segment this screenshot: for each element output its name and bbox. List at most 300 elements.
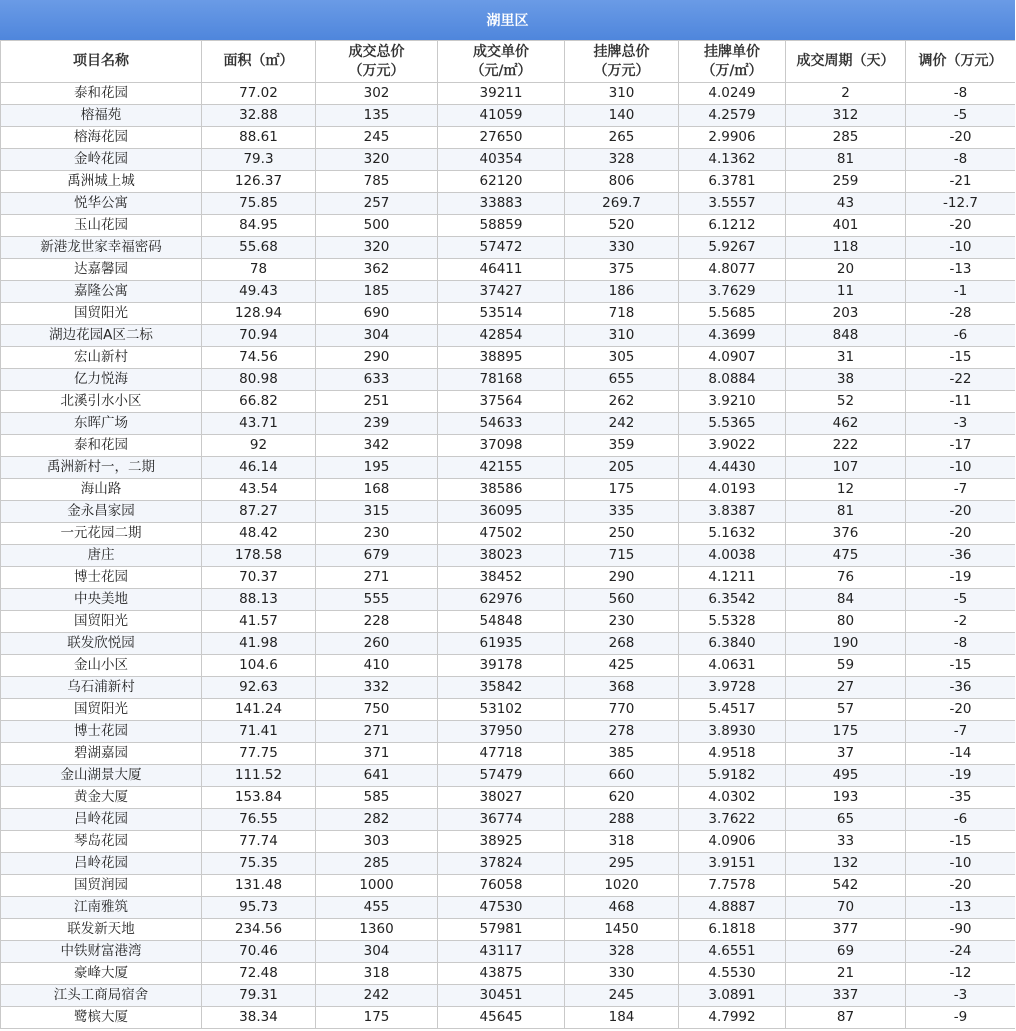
table-row: [1, 809, 1016, 831]
cell-deal-total: 239: [316, 413, 438, 435]
header-list-unit: 挂牌单价 （万/㎡）: [679, 41, 786, 83]
table-row: [1, 281, 1016, 303]
cell-list-total: 425: [565, 655, 679, 677]
cell-list-unit: 4.4430: [679, 457, 786, 479]
cell-list-unit: 6.3542: [679, 589, 786, 611]
cell-list-total: 770: [565, 699, 679, 721]
cell-deal-total: 410: [316, 655, 438, 677]
cell-deal-unit: 37824: [438, 853, 565, 875]
cell-list-unit: 6.3781: [679, 171, 786, 193]
cell-deal-total: 750: [316, 699, 438, 721]
table-row: [1, 589, 1016, 611]
cell-price-adjust: -13: [906, 897, 1016, 919]
cell-list-total: 268: [565, 633, 679, 655]
cell-list-total: 468: [565, 897, 679, 919]
cell-price-adjust: -24: [906, 941, 1016, 963]
cell-project-name: 国贸阳光: [1, 303, 202, 325]
cell-list-unit: 4.8887: [679, 897, 786, 919]
cell-deal-cycle: 495: [786, 765, 906, 787]
cell-list-unit: 4.1362: [679, 149, 786, 171]
cell-price-adjust: -8: [906, 83, 1016, 105]
cell-deal-cycle: 401: [786, 215, 906, 237]
cell-price-adjust: -17: [906, 435, 1016, 457]
cell-list-unit: 4.1211: [679, 567, 786, 589]
cell-deal-total: 318: [316, 963, 438, 985]
header-area: 面积（㎡）: [202, 41, 316, 83]
transaction-table: [0, 40, 1015, 1029]
cell-list-total: 290: [565, 567, 679, 589]
cell-deal-cycle: 2: [786, 83, 906, 105]
cell-area: 126.37: [202, 171, 316, 193]
cell-deal-cycle: 259: [786, 171, 906, 193]
cell-deal-unit: 47502: [438, 523, 565, 545]
cell-area: 234.56: [202, 919, 316, 941]
cell-area: 77.74: [202, 831, 316, 853]
cell-list-unit: 3.7629: [679, 281, 786, 303]
cell-area: 88.13: [202, 589, 316, 611]
table-row: [1, 567, 1016, 589]
cell-area: 77.02: [202, 83, 316, 105]
cell-list-total: 655: [565, 369, 679, 391]
cell-price-adjust: -15: [906, 655, 1016, 677]
cell-area: 43.71: [202, 413, 316, 435]
cell-area: 32.88: [202, 105, 316, 127]
cell-area: 75.85: [202, 193, 316, 215]
cell-deal-total: 315: [316, 501, 438, 523]
cell-list-unit: 5.1632: [679, 523, 786, 545]
cell-deal-cycle: 31: [786, 347, 906, 369]
cell-area: 46.14: [202, 457, 316, 479]
cell-deal-unit: 37098: [438, 435, 565, 457]
cell-deal-unit: 57981: [438, 919, 565, 941]
header-price-adjust: 调价（万元）: [906, 41, 1016, 83]
cell-price-adjust: -8: [906, 633, 1016, 655]
cell-list-total: 715: [565, 545, 679, 567]
cell-deal-total: 285: [316, 853, 438, 875]
cell-area: 77.75: [202, 743, 316, 765]
cell-deal-cycle: 848: [786, 325, 906, 347]
cell-list-unit: 5.5328: [679, 611, 786, 633]
cell-area: 66.82: [202, 391, 316, 413]
cell-deal-total: 271: [316, 721, 438, 743]
cell-list-total: 368: [565, 677, 679, 699]
cell-deal-total: 679: [316, 545, 438, 567]
table-row: [1, 765, 1016, 787]
cell-price-adjust: -14: [906, 743, 1016, 765]
table-row: [1, 193, 1016, 215]
table-row: [1, 105, 1016, 127]
cell-area: 104.6: [202, 655, 316, 677]
table-row: [1, 985, 1016, 1007]
cell-list-unit: 4.2579: [679, 105, 786, 127]
table-row: [1, 545, 1016, 567]
cell-deal-total: 195: [316, 457, 438, 479]
cell-price-adjust: -12: [906, 963, 1016, 985]
cell-list-total: 205: [565, 457, 679, 479]
table-row: [1, 303, 1016, 325]
cell-list-unit: 5.9182: [679, 765, 786, 787]
cell-list-total: 288: [565, 809, 679, 831]
cell-deal-total: 242: [316, 985, 438, 1007]
cell-deal-cycle: 132: [786, 853, 906, 875]
cell-deal-unit: 54848: [438, 611, 565, 633]
cell-project-name: 新港龙世家幸福密码: [1, 237, 202, 259]
cell-deal-unit: 36095: [438, 501, 565, 523]
table-row: [1, 149, 1016, 171]
cell-area: 41.57: [202, 611, 316, 633]
cell-deal-unit: 53102: [438, 699, 565, 721]
cell-list-unit: 3.9022: [679, 435, 786, 457]
cell-list-total: 330: [565, 963, 679, 985]
cell-deal-unit: 47530: [438, 897, 565, 919]
cell-deal-unit: 38895: [438, 347, 565, 369]
table-row: [1, 127, 1016, 149]
cell-project-name: 国贸阳光: [1, 611, 202, 633]
cell-area: 88.61: [202, 127, 316, 149]
cell-deal-cycle: 118: [786, 237, 906, 259]
cell-list-unit: 3.8387: [679, 501, 786, 523]
cell-price-adjust: -15: [906, 831, 1016, 853]
cell-area: 153.84: [202, 787, 316, 809]
cell-project-name: 鹭槟大厦: [1, 1007, 202, 1029]
cell-project-name: 泰和花园: [1, 83, 202, 105]
cell-deal-cycle: 69: [786, 941, 906, 963]
cell-list-total: 1020: [565, 875, 679, 897]
cell-deal-total: 371: [316, 743, 438, 765]
cell-list-unit: 4.9518: [679, 743, 786, 765]
cell-list-total: 305: [565, 347, 679, 369]
cell-project-name: 榕海花园: [1, 127, 202, 149]
cell-project-name: 联发欣悦园: [1, 633, 202, 655]
cell-price-adjust: -20: [906, 699, 1016, 721]
cell-deal-unit: 38586: [438, 479, 565, 501]
cell-list-unit: 4.8077: [679, 259, 786, 281]
cell-project-name: 悦华公寓: [1, 193, 202, 215]
cell-deal-cycle: 33: [786, 831, 906, 853]
cell-deal-total: 785: [316, 171, 438, 193]
table-row: [1, 501, 1016, 523]
table-row: [1, 259, 1016, 281]
cell-area: 95.73: [202, 897, 316, 919]
cell-deal-cycle: 37: [786, 743, 906, 765]
cell-deal-cycle: 12: [786, 479, 906, 501]
header-row: [1, 41, 1016, 83]
cell-project-name: 联发新天地: [1, 919, 202, 941]
cell-list-unit: 4.0631: [679, 655, 786, 677]
cell-price-adjust: -5: [906, 105, 1016, 127]
cell-list-total: 278: [565, 721, 679, 743]
cell-area: 128.94: [202, 303, 316, 325]
cell-list-unit: 4.5530: [679, 963, 786, 985]
table-row: [1, 897, 1016, 919]
cell-area: 70.94: [202, 325, 316, 347]
cell-deal-unit: 30451: [438, 985, 565, 1007]
cell-deal-total: 135: [316, 105, 438, 127]
cell-list-total: 269.7: [565, 193, 679, 215]
table-row: [1, 523, 1016, 545]
cell-deal-total: 320: [316, 237, 438, 259]
cell-project-name: 禹洲城上城: [1, 171, 202, 193]
cell-deal-cycle: 70: [786, 897, 906, 919]
cell-deal-total: 320: [316, 149, 438, 171]
cell-price-adjust: -12.7: [906, 193, 1016, 215]
cell-project-name: 博士花园: [1, 567, 202, 589]
cell-list-total: 140: [565, 105, 679, 127]
cell-price-adjust: -20: [906, 215, 1016, 237]
cell-deal-total: 304: [316, 325, 438, 347]
cell-list-unit: 5.9267: [679, 237, 786, 259]
cell-project-name: 玉山花园: [1, 215, 202, 237]
cell-area: 74.56: [202, 347, 316, 369]
table-row: [1, 457, 1016, 479]
cell-list-unit: 4.0302: [679, 787, 786, 809]
cell-project-name: 北溪引水小区: [1, 391, 202, 413]
cell-deal-total: 185: [316, 281, 438, 303]
cell-project-name: 吕岭花园: [1, 853, 202, 875]
cell-price-adjust: -10: [906, 853, 1016, 875]
cell-deal-cycle: 76: [786, 567, 906, 589]
cell-deal-unit: 38452: [438, 567, 565, 589]
cell-deal-total: 690: [316, 303, 438, 325]
cell-list-unit: 3.9728: [679, 677, 786, 699]
cell-deal-unit: 62120: [438, 171, 565, 193]
cell-area: 70.37: [202, 567, 316, 589]
cell-deal-total: 302: [316, 83, 438, 105]
cell-deal-total: 271: [316, 567, 438, 589]
cell-price-adjust: -15: [906, 347, 1016, 369]
cell-list-unit: 3.9151: [679, 853, 786, 875]
table-row: [1, 435, 1016, 457]
header-project-name: 项目名称: [1, 41, 202, 83]
cell-deal-unit: 33883: [438, 193, 565, 215]
cell-list-total: 265: [565, 127, 679, 149]
cell-area: 131.48: [202, 875, 316, 897]
table-row: [1, 171, 1016, 193]
cell-project-name: 一元花园二期: [1, 523, 202, 545]
cell-deal-total: 500: [316, 215, 438, 237]
table-row: [1, 655, 1016, 677]
table-row: [1, 413, 1016, 435]
cell-deal-unit: 38023: [438, 545, 565, 567]
cell-area: 79.3: [202, 149, 316, 171]
cell-price-adjust: -35: [906, 787, 1016, 809]
cell-list-unit: 3.5557: [679, 193, 786, 215]
cell-area: 48.42: [202, 523, 316, 545]
cell-deal-unit: 61935: [438, 633, 565, 655]
cell-list-total: 328: [565, 941, 679, 963]
table-row: [1, 369, 1016, 391]
cell-price-adjust: -21: [906, 171, 1016, 193]
cell-list-unit: 5.4517: [679, 699, 786, 721]
cell-list-total: 250: [565, 523, 679, 545]
cell-deal-total: 245: [316, 127, 438, 149]
table-row: [1, 743, 1016, 765]
cell-project-name: 碧湖嘉园: [1, 743, 202, 765]
cell-price-adjust: -20: [906, 875, 1016, 897]
cell-price-adjust: -3: [906, 413, 1016, 435]
cell-list-unit: 5.5365: [679, 413, 786, 435]
cell-deal-cycle: 65: [786, 809, 906, 831]
cell-list-total: 330: [565, 237, 679, 259]
cell-price-adjust: -90: [906, 919, 1016, 941]
header-list-total: 挂牌总价 （万元）: [565, 41, 679, 83]
cell-list-total: 335: [565, 501, 679, 523]
cell-deal-unit: 38027: [438, 787, 565, 809]
cell-deal-total: 282: [316, 809, 438, 831]
cell-deal-unit: 58859: [438, 215, 565, 237]
cell-price-adjust: -7: [906, 479, 1016, 501]
cell-project-name: 金山小区: [1, 655, 202, 677]
cell-deal-cycle: 190: [786, 633, 906, 655]
table-row: [1, 633, 1016, 655]
cell-list-unit: 3.8930: [679, 721, 786, 743]
cell-project-name: 亿力悦海: [1, 369, 202, 391]
cell-deal-total: 332: [316, 677, 438, 699]
cell-deal-total: 633: [316, 369, 438, 391]
cell-deal-unit: 78168: [438, 369, 565, 391]
cell-area: 75.35: [202, 853, 316, 875]
cell-deal-cycle: 43: [786, 193, 906, 215]
cell-deal-unit: 57472: [438, 237, 565, 259]
cell-list-total: 806: [565, 171, 679, 193]
cell-project-name: 豪峰大厦: [1, 963, 202, 985]
cell-deal-cycle: 20: [786, 259, 906, 281]
cell-area: 38.34: [202, 1007, 316, 1029]
cell-project-name: 博士花园: [1, 721, 202, 743]
cell-area: 41.98: [202, 633, 316, 655]
cell-price-adjust: -20: [906, 501, 1016, 523]
cell-deal-cycle: 285: [786, 127, 906, 149]
cell-deal-unit: 57479: [438, 765, 565, 787]
cell-deal-total: 455: [316, 897, 438, 919]
cell-deal-cycle: 81: [786, 149, 906, 171]
cell-list-total: 310: [565, 83, 679, 105]
cell-project-name: 金永昌家园: [1, 501, 202, 523]
table-row: [1, 721, 1016, 743]
cell-project-name: 琴岛花园: [1, 831, 202, 853]
table-row: [1, 215, 1016, 237]
cell-project-name: 达嘉馨园: [1, 259, 202, 281]
cell-list-unit: 4.0249: [679, 83, 786, 105]
cell-price-adjust: -6: [906, 325, 1016, 347]
cell-project-name: 中央美地: [1, 589, 202, 611]
cell-list-total: 184: [565, 1007, 679, 1029]
cell-deal-cycle: 203: [786, 303, 906, 325]
cell-area: 71.41: [202, 721, 316, 743]
cell-list-unit: 4.3699: [679, 325, 786, 347]
cell-list-total: 175: [565, 479, 679, 501]
cell-deal-unit: 37427: [438, 281, 565, 303]
cell-deal-cycle: 57: [786, 699, 906, 721]
table-row: [1, 875, 1016, 897]
cell-list-unit: 8.0884: [679, 369, 786, 391]
cell-project-name: 榕福苑: [1, 105, 202, 127]
cell-deal-total: 228: [316, 611, 438, 633]
table-row: [1, 611, 1016, 633]
cell-project-name: 禹洲新村一，二期: [1, 457, 202, 479]
table-row: [1, 787, 1016, 809]
cell-deal-cycle: 475: [786, 545, 906, 567]
table-row: [1, 479, 1016, 501]
cell-list-total: 262: [565, 391, 679, 413]
cell-deal-unit: 54633: [438, 413, 565, 435]
cell-project-name: 唐庄: [1, 545, 202, 567]
cell-list-total: 385: [565, 743, 679, 765]
cell-area: 92.63: [202, 677, 316, 699]
cell-deal-total: 175: [316, 1007, 438, 1029]
cell-area: 43.54: [202, 479, 316, 501]
cell-area: 49.43: [202, 281, 316, 303]
cell-project-name: 江南雅筑: [1, 897, 202, 919]
cell-deal-total: 555: [316, 589, 438, 611]
cell-deal-unit: 39178: [438, 655, 565, 677]
table-row: [1, 83, 1016, 105]
cell-list-total: 242: [565, 413, 679, 435]
header-deal-unit: 成交单价 （元/㎡）: [438, 41, 565, 83]
cell-deal-total: 257: [316, 193, 438, 215]
cell-area: 76.55: [202, 809, 316, 831]
cell-deal-cycle: 376: [786, 523, 906, 545]
cell-list-unit: 4.0193: [679, 479, 786, 501]
cell-deal-cycle: 84: [786, 589, 906, 611]
cell-deal-total: 362: [316, 259, 438, 281]
cell-list-unit: 3.7622: [679, 809, 786, 831]
cell-deal-cycle: 377: [786, 919, 906, 941]
cell-deal-unit: 43875: [438, 963, 565, 985]
cell-price-adjust: -22: [906, 369, 1016, 391]
cell-list-unit: 4.0038: [679, 545, 786, 567]
cell-deal-cycle: 38: [786, 369, 906, 391]
table-row: [1, 853, 1016, 875]
cell-list-total: 295: [565, 853, 679, 875]
cell-list-total: 359: [565, 435, 679, 457]
cell-deal-cycle: 27: [786, 677, 906, 699]
cell-deal-unit: 42155: [438, 457, 565, 479]
cell-deal-unit: 42854: [438, 325, 565, 347]
cell-list-total: 660: [565, 765, 679, 787]
table-row: [1, 963, 1016, 985]
cell-list-unit: 5.5685: [679, 303, 786, 325]
table-row: [1, 919, 1016, 941]
cell-deal-cycle: 59: [786, 655, 906, 677]
cell-project-name: 金岭花园: [1, 149, 202, 171]
cell-deal-cycle: 107: [786, 457, 906, 479]
cell-deal-unit: 27650: [438, 127, 565, 149]
cell-price-adjust: -13: [906, 259, 1016, 281]
cell-price-adjust: -20: [906, 523, 1016, 545]
cell-area: 87.27: [202, 501, 316, 523]
cell-deal-cycle: 11: [786, 281, 906, 303]
cell-deal-unit: 53514: [438, 303, 565, 325]
cell-price-adjust: -2: [906, 611, 1016, 633]
cell-project-name: 宏山新村: [1, 347, 202, 369]
cell-list-unit: 4.7992: [679, 1007, 786, 1029]
cell-list-total: 520: [565, 215, 679, 237]
cell-project-name: 嘉隆公寓: [1, 281, 202, 303]
cell-deal-total: 230: [316, 523, 438, 545]
table-row: [1, 941, 1016, 963]
cell-deal-total: 342: [316, 435, 438, 457]
cell-deal-cycle: 462: [786, 413, 906, 435]
cell-deal-total: 303: [316, 831, 438, 853]
cell-list-total: 1450: [565, 919, 679, 941]
cell-deal-cycle: 542: [786, 875, 906, 897]
cell-price-adjust: -19: [906, 567, 1016, 589]
cell-price-adjust: -1: [906, 281, 1016, 303]
cell-deal-unit: 45645: [438, 1007, 565, 1029]
cell-deal-unit: 41059: [438, 105, 565, 127]
cell-price-adjust: -19: [906, 765, 1016, 787]
